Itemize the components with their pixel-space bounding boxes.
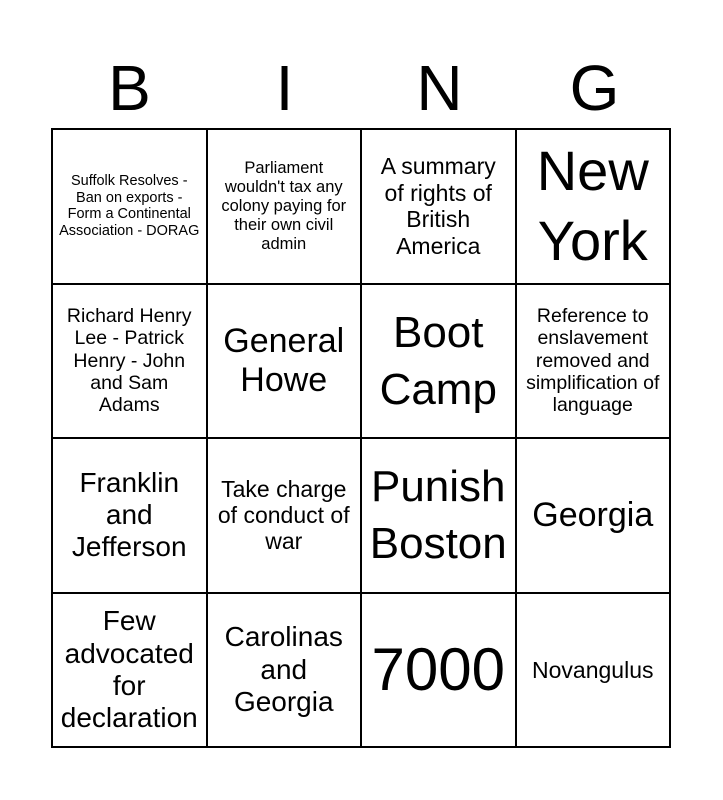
- bingo-cell[interactable]: Georgia: [516, 438, 671, 593]
- header-letter-g: G: [569, 52, 620, 124]
- bingo-cell[interactable]: Carolinas and Georgia: [207, 593, 362, 748]
- bingo-cell[interactable]: Franklin and Jefferson: [52, 438, 207, 593]
- bingo-cell[interactable]: A summary of rights of British America: [361, 129, 516, 284]
- bingo-cell[interactable]: Richard Henry Lee - Patrick Henry - John and Sam Adams: [52, 284, 207, 439]
- bingo-cell[interactable]: New York: [516, 129, 671, 284]
- bingo-cell[interactable]: Parliament wouldn't tax any colony paying for their own civil admin: [207, 129, 362, 284]
- header-letter-n: N: [416, 52, 463, 124]
- bingo-cell[interactable]: Novangulus: [516, 593, 671, 748]
- bingo-cell[interactable]: Suffolk Resolves - Ban on exports - Form a Continental Association - DORAG: [52, 129, 207, 284]
- bingo-cell[interactable]: General Howe: [207, 284, 362, 439]
- bingo-cell[interactable]: 7000: [361, 593, 516, 748]
- bingo-cell[interactable]: Take charge of conduct of war: [207, 438, 362, 593]
- header-letter-b: B: [108, 52, 151, 124]
- header-letter-i: I: [275, 52, 294, 124]
- bingo-cell[interactable]: Few advocated for declaration: [52, 593, 207, 748]
- bingo-cell[interactable]: Reference to enslavement removed and simplification of language: [516, 284, 671, 439]
- bingo-header: [52, 48, 672, 128]
- bingo-cell[interactable]: Boot Camp: [361, 284, 516, 439]
- bingo-board: [51, 128, 671, 748]
- bingo-cell[interactable]: Punish Boston: [361, 438, 516, 593]
